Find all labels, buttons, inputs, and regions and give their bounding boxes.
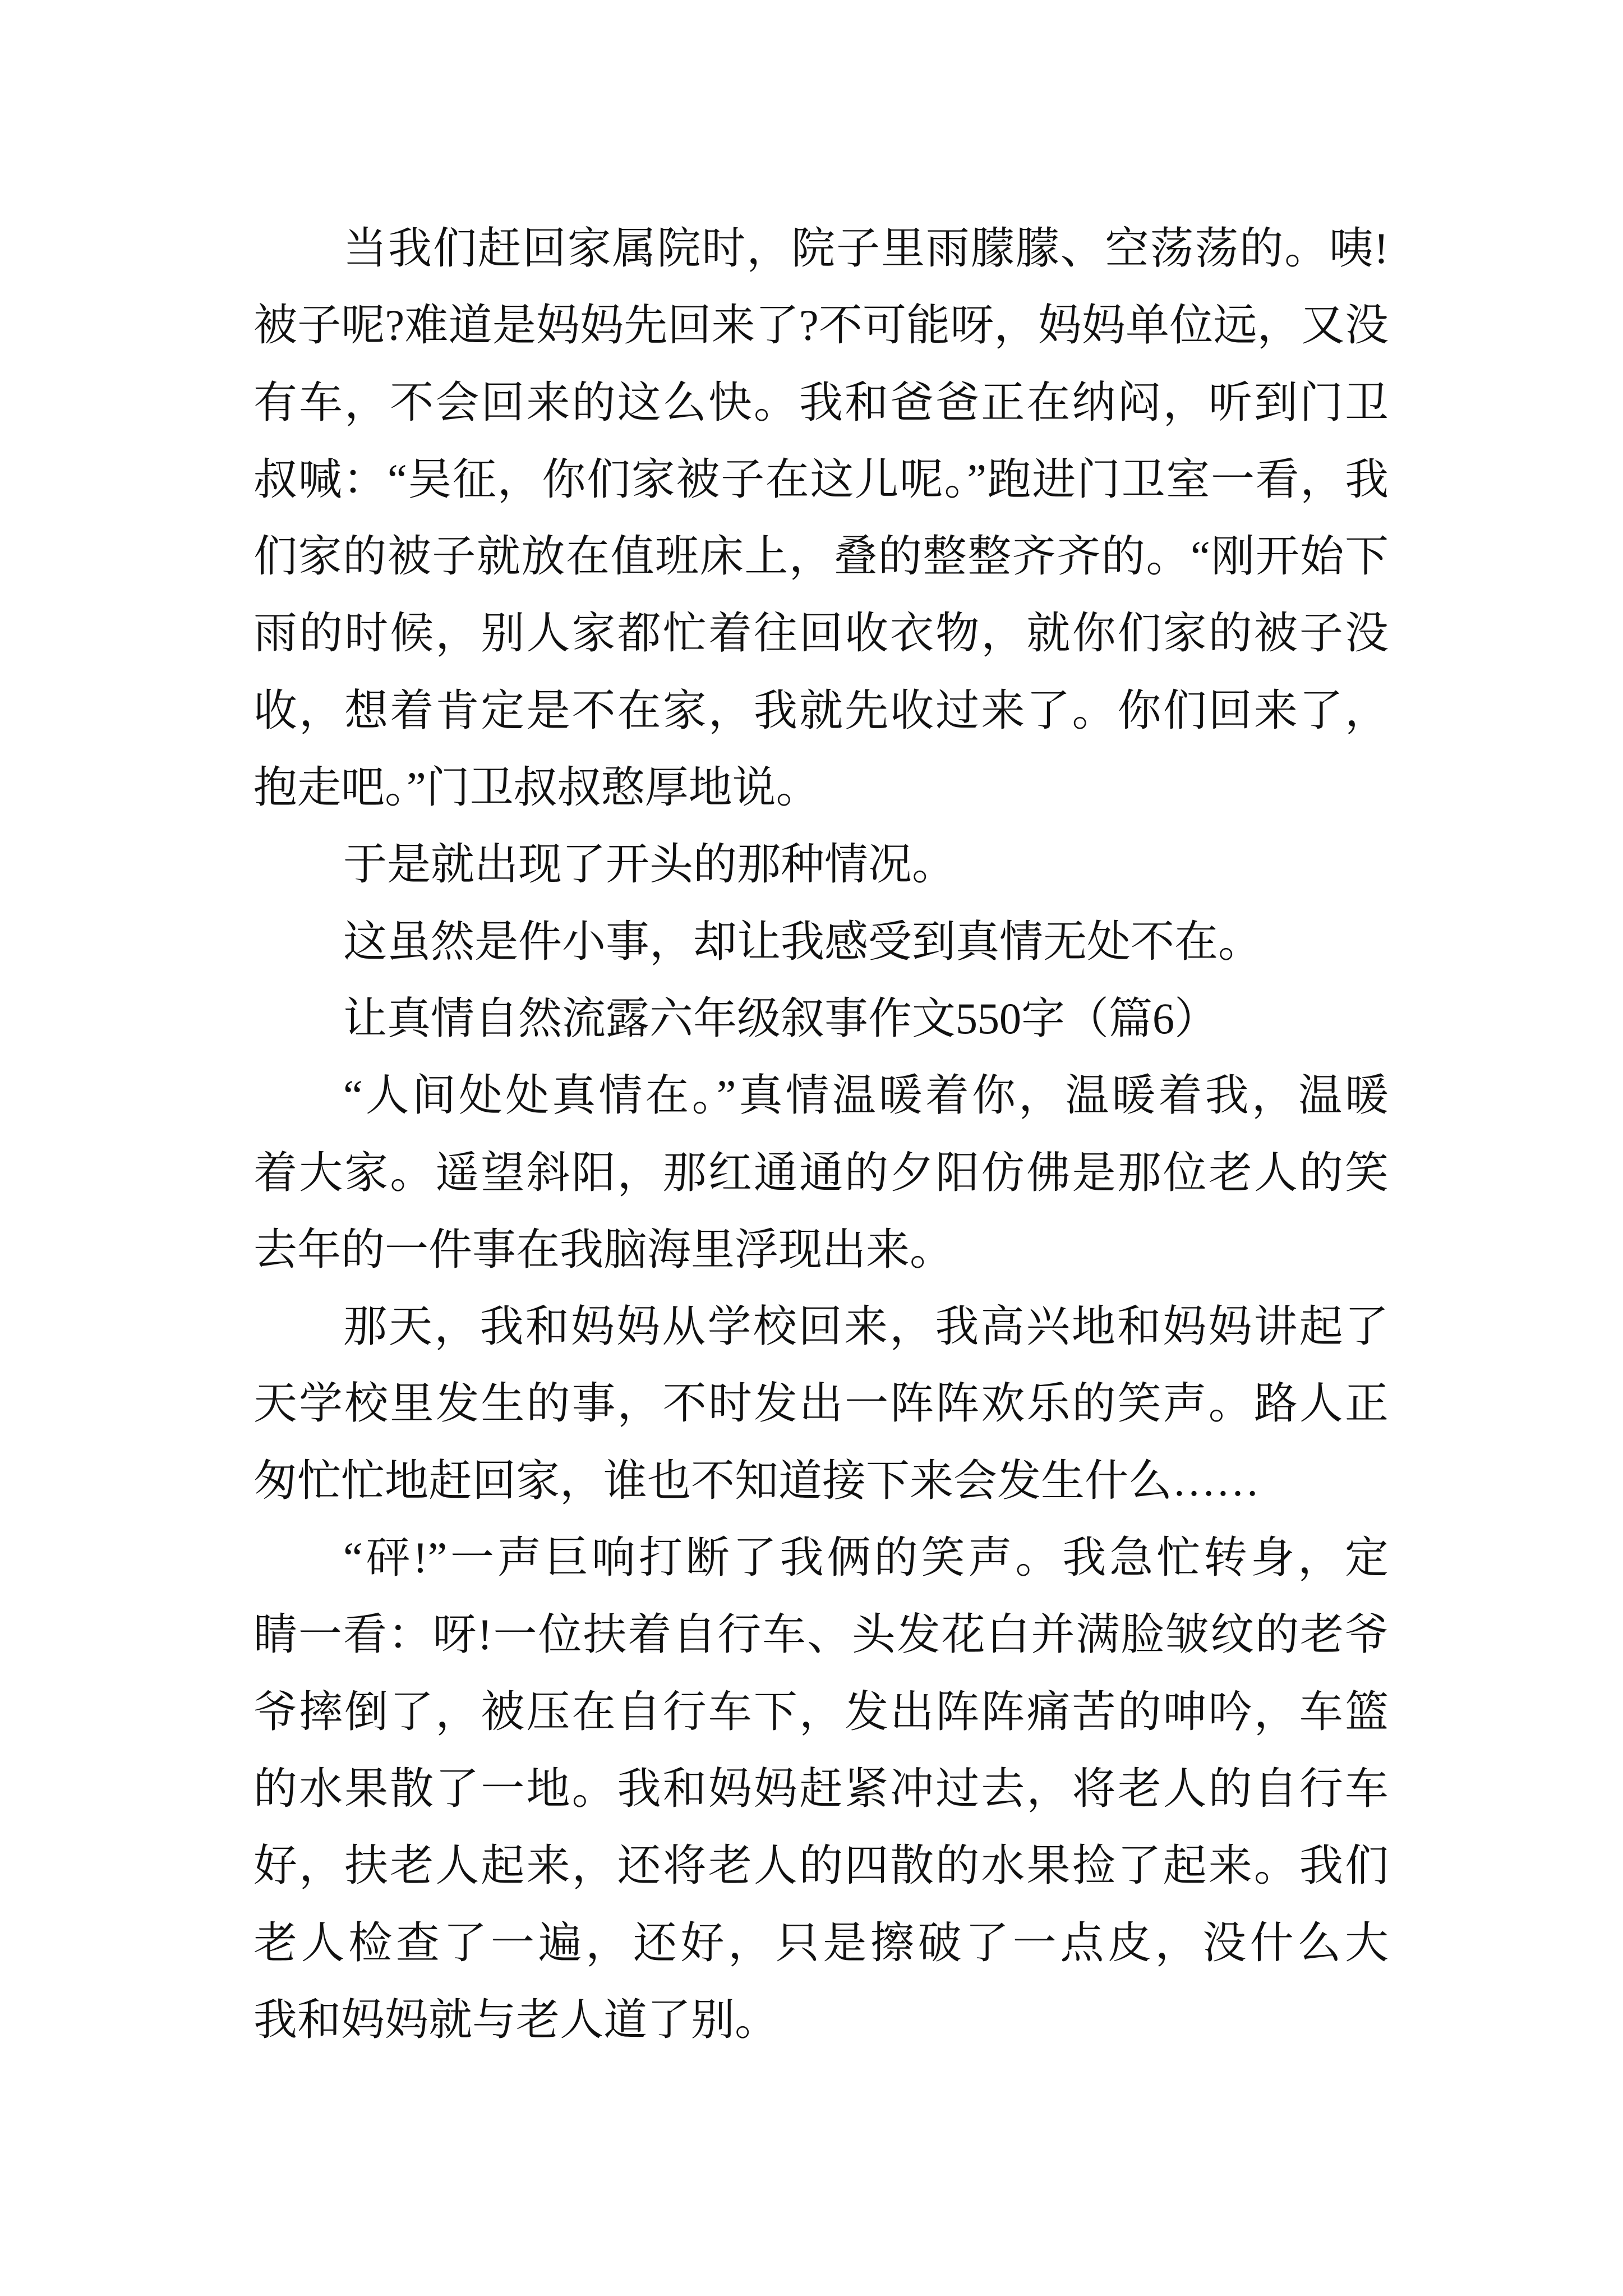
text-line: 睛一看：呀!一位扶着自行车、头发花白并满脸皱纹的老爷 bbox=[253, 1610, 1389, 1659]
text-line: 于是就出现了开头的那种情况。 bbox=[343, 840, 956, 889]
document-page bbox=[253, 210, 1389, 2058]
text-line: 我和妈妈就与老人道了别。 bbox=[253, 1995, 779, 2044]
text-line: 这虽然是件小事，却让我感受到真情无处不在。 bbox=[343, 917, 1262, 966]
text-line: 的水果散了一地。我和妈妈赶紧冲过去，将老人的自行车 bbox=[253, 1764, 1389, 1813]
text-line: “人间处处真情在。”真情温暖着你，温暖着我，温暖 bbox=[343, 1071, 1389, 1120]
text-line: 当我们赶回家属院时，院子里雨朦朦、空荡荡的。咦! bbox=[343, 224, 1389, 273]
text-line: 去年的一件事在我脑海里浮现出来。 bbox=[253, 1225, 954, 1274]
text-line: 着大家。遥望斜阳，那红通通的夕阳仿佛是那位老人的笑 bbox=[253, 1148, 1389, 1197]
paragraph bbox=[253, 1288, 1389, 1519]
text-line: 有车，不会回来的这么快。我和爸爸正在纳闷，听到门卫 bbox=[253, 378, 1389, 427]
text-line: 抱走吧。”门卫叔叔憨厚地说。 bbox=[253, 763, 820, 812]
text-line: 们家的被子就放在值班床上，叠的整整齐齐的。“刚开始下 bbox=[253, 532, 1389, 581]
paragraph bbox=[253, 210, 1389, 826]
text-line: 好，扶老人起来，还将老人的四散的水果捡了起来。我们 bbox=[253, 1841, 1389, 1890]
text-line: 雨的时候，别人家都忙着往回收衣物，就你们家的被子没 bbox=[253, 609, 1389, 658]
text-line: 让真情自然流露六年级叙事作文550字（篇6） bbox=[343, 993, 1219, 1043]
text-line: 叔喊：“吴征，你们家被子在这儿呢。”跑进门卫室一看，我 bbox=[253, 454, 1389, 504]
paragraph bbox=[253, 903, 1389, 980]
paragraph bbox=[253, 1057, 1389, 1288]
text-line: “砰!”一声巨响打断了我俩的笑声。我急忙转身，定 bbox=[343, 1533, 1389, 1582]
text-line: 匆忙忙地赶回家，谁也不知道接下来会发生什么…… bbox=[253, 1456, 1260, 1505]
text-line: 被子呢?难道是妈妈先回来了?不可能呀，妈妈单位远，又没 bbox=[253, 301, 1389, 350]
text-line: 天学校里发生的事，不时发出一阵阵欢乐的笑声。路人正 bbox=[253, 1379, 1389, 1428]
text-line: 那天，我和妈妈从学校回来，我高兴地和妈妈讲起了 bbox=[343, 1302, 1389, 1351]
paragraph bbox=[253, 826, 1389, 903]
text-line: 老人检查了一遍，还好，只是擦破了一点皮，没什么大 bbox=[253, 1918, 1389, 1967]
text-line: 收，想着肯定是不在家，我就先收过来了。你们回来了， bbox=[253, 685, 1389, 735]
text-line: 爷摔倒了，被压在自行车下，发出阵阵痛苦的呻吟，车篮 bbox=[253, 1687, 1389, 1736]
paragraph bbox=[253, 1519, 1389, 2058]
paragraph bbox=[253, 980, 1389, 1057]
